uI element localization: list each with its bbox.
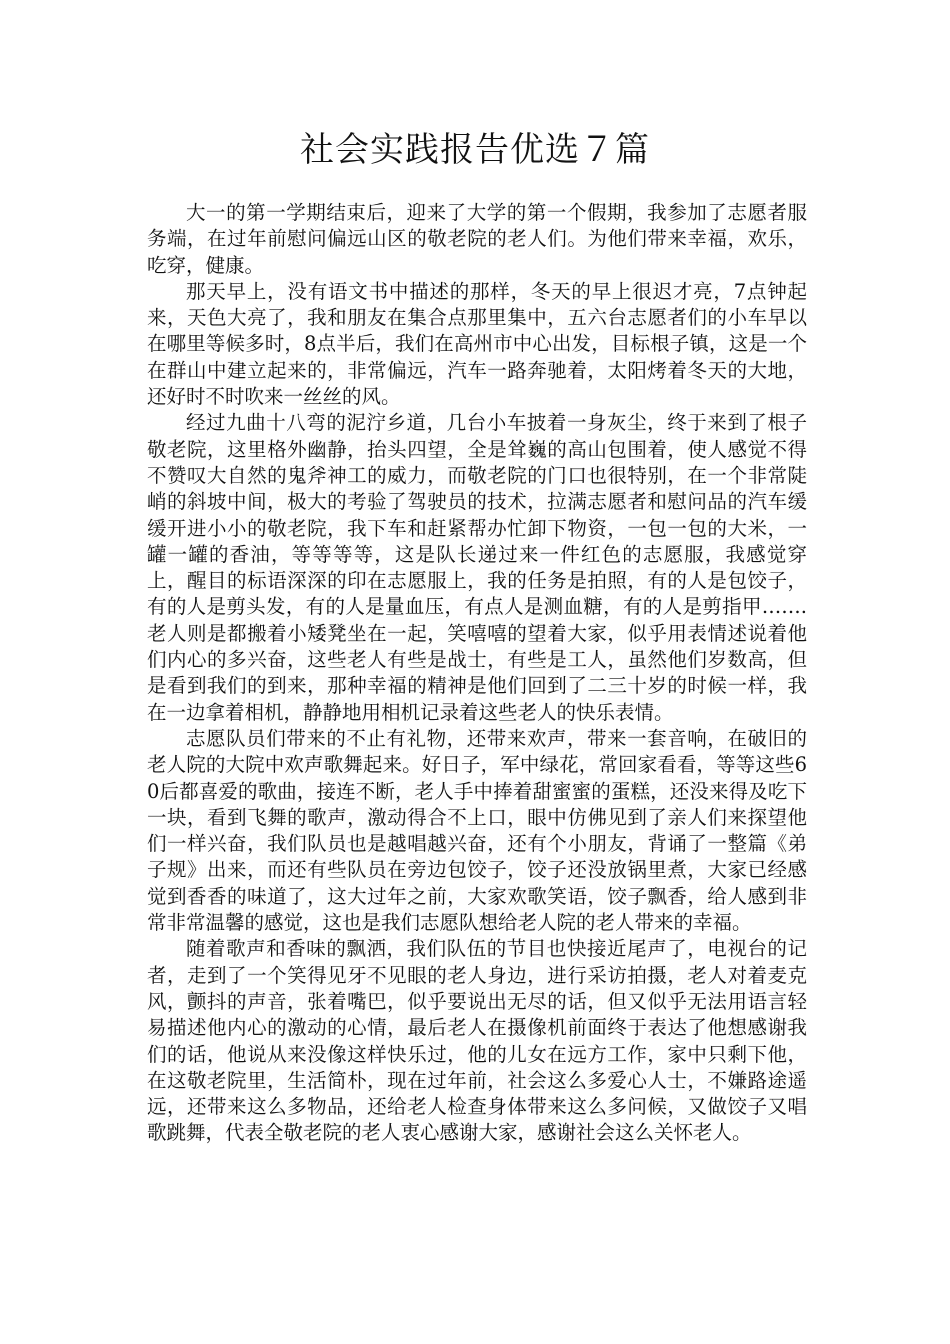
paragraph: 志愿队员们带来的不止有礼物，还带来欢声，带来一套音响，在破旧的老人院的大院中欢声歌舞起来。好日子，军中绿花，常回家看看，等等这些60后都喜爱的歌曲，接连不断，老人手中捧着甜蜜蜜的蛋糕，还没来得及吃下一块，看到飞舞的歌声，激动得合不上口，眼中仿佛见到了亲人们来探望他们一样兴奋，我们队员也是越唱越兴奋，还有个小朋友，背诵了一整篇《弟子规》出来，而还有些队员在旁边包饺子，饺子还没放锅里煮，大家已经感觉到香香的味道了，这大过年之前，大家欢歌笑语，饺子飘香，给人感到非常非常温馨的感觉，这也是我们志愿队想给老人院的老人带来的幸福。 — [147, 726, 807, 935]
paragraph: 随着歌声和香味的飘洒，我们队伍的节目也快接近尾声了，电视台的记者，走到了一个笑得见牙不见眼的老人身边，进行采访拍摄，老人对着麦克风，颤抖的声音，张着嘴巴，似乎要说出无尽的话，但又似乎无法用语言轻易描述他内心的激动的心情，最后老人在摄像机前面终于表达了他想感谢我们的话，他说从来没像这样快乐过，他的儿女在远方工作，家中只剩下他，在这敬老院里，生活简朴，现在过年前，社会这么多爱心人士，不嫌路途遥远，还带来这么多物品，还给老人检查身体带来这么多问候，又做饺子又唱歌跳舞，代表全敬老院的老人衷心感谢大家，感谢社会这么关怀老人。 — [147, 937, 807, 1145]
paragraph: 大一的第一学期结束后，迎来了大学的第一个假期，我参加了志愿者服务端，在过年前慰问偏远山区的敬老院的老人们。为他们带来幸福，欢乐，吃穿，健康。 — [147, 201, 807, 277]
paragraph: 那天早上，没有语文书中描述的那样，冬天的早上很迟才亮，7点钟起来，天色大亮了，我和朋友在集合点那里集中，五六台志愿者们的小车早以在哪里等候多时，8点半后，我们在高州市中心出发，目标根子镇，这是一个在群山中建立起来的，非常偏远，汽车一路奔驰着，太阳烤着冬天的大地，还好时不时吹来一丝丝的风。 — [147, 279, 807, 409]
paragraph: 经过九曲十八弯的泥泞乡道，几台小车披着一身灰尘，终于来到了根子敬老院，这里格外幽静，抬头四望，全是耸巍的高山包围着，使人感觉不得不赞叹大自然的鬼斧神工的威力，而敬老院的门口也很特别，在一个非常陡峭的斜坡中间，极大的考验了驾驶员的技术，拉满志愿者和慰问品的汽车缓缓开进小小的敬老院，我下车和赶紧帮办忙卸下物资，一包一包的大米，一罐一罐的香油，等等等等，这是队长递过来一件红色的志愿服，我感觉穿上，醒目的标语深深的印在志愿服上，我的任务是拍照，有的人是包饺子，有的人是剪头发，有的人是量血压，有点人是测血糖，有的人是剪指甲……. 老人则是都搬着小矮凳坐在一起，笑嘻嘻的望着大家，似乎用表情述说着他们内心的多兴奋，这些老人有些是战士，有些是工人，虽然他们岁数高，但是看到我们的到来，那种幸福的精神是他们回到了二三十岁的时候一样，我在一边拿着相机，静静地用相机记录着这些老人的快乐表情。 — [147, 411, 807, 724]
document-body — [147, 200, 807, 1147]
document-title: 社会实践报告优选７篇 — [300, 131, 650, 169]
